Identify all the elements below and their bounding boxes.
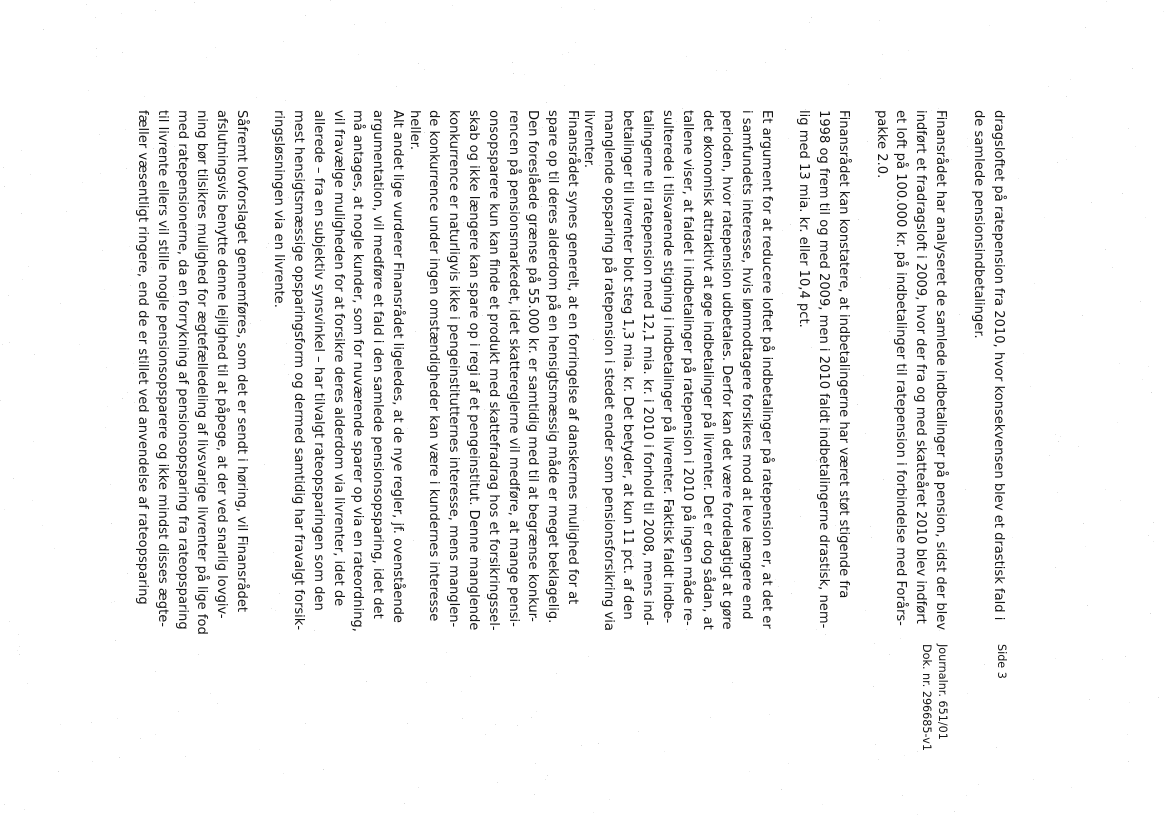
scan-speck — [119, 757, 120, 758]
scan-speck — [710, 717, 711, 718]
scan-speck — [769, 714, 770, 715]
text-line: Den foreslåede grænse på 55.000 kr. er samtidig med til at begrænse konkur- — [525, 110, 541, 622]
scan-speck — [1105, 249, 1106, 250]
scan-speck — [880, 78, 881, 79]
scan-speck — [858, 219, 859, 220]
scan-speck — [1117, 422, 1118, 423]
scan-speck — [1058, 441, 1059, 442]
scan-speck — [1044, 217, 1045, 218]
scan-speck — [939, 630, 940, 631]
scan-speck — [848, 84, 849, 85]
scan-speck — [1142, 379, 1143, 380]
scan-speck — [598, 743, 599, 744]
scan-speck — [30, 174, 31, 175]
scan-speck — [111, 523, 112, 524]
text-line: må antages, at nogle kunder, som for nuværende sparer op via en rateordning, — [350, 110, 366, 632]
scan-speck — [1049, 455, 1050, 456]
scan-speck — [60, 303, 61, 304]
scan-speck — [256, 97, 257, 98]
scan-speck — [4, 186, 5, 187]
scan-speck — [1153, 522, 1154, 523]
scan-speck — [418, 787, 419, 788]
scan-speck — [100, 173, 101, 174]
scan-speck — [79, 344, 80, 345]
text-line: dragsloftet på ratepension fra 2010, hvor konsekvensen blev et drastisk fald i — [991, 110, 1006, 621]
scan-speck — [749, 771, 750, 772]
scan-speck — [863, 375, 864, 376]
scan-speck — [1055, 434, 1056, 435]
scan-speck — [470, 676, 471, 677]
scan-speck — [568, 52, 569, 53]
scan-speck — [4, 509, 5, 510]
scan-speck — [1151, 392, 1152, 393]
scan-speck — [1085, 546, 1086, 547]
scan-speck — [1072, 137, 1073, 138]
paragraph — [268, 110, 407, 632]
scan-speck — [354, 24, 355, 25]
scan-speck — [96, 48, 97, 49]
scan-speck — [117, 718, 118, 719]
scan-speck — [323, 769, 324, 770]
scan-speck — [1048, 86, 1049, 87]
scan-speck — [210, 693, 211, 694]
scan-speck — [865, 610, 866, 611]
scan-speck — [790, 224, 791, 225]
text-line: ning bør tilsikres mulighed for ægtefælledeling af livsvarige livrenter på lige fod — [194, 110, 210, 635]
scan-speck — [1082, 315, 1083, 316]
scan-speck — [534, 794, 535, 795]
scan-speck — [495, 724, 496, 725]
scan-speck — [42, 525, 43, 526]
scan-speck — [1135, 146, 1136, 147]
scan-speck — [418, 63, 419, 64]
scan-speck — [95, 17, 96, 18]
scan-speck — [99, 134, 100, 135]
scan-speck — [34, 354, 35, 355]
scan-speck — [1153, 541, 1154, 542]
scan-speck — [1034, 283, 1035, 284]
scan-speck — [875, 744, 876, 745]
scan-speck — [726, 70, 727, 71]
scan-speck — [111, 602, 112, 603]
scan-speck — [114, 601, 115, 602]
scan-speck — [513, 73, 514, 74]
scan-speck — [512, 62, 513, 63]
scan-speck — [305, 723, 306, 724]
scan-speck — [1145, 217, 1146, 218]
scan-speck — [1085, 27, 1086, 28]
scan-speck — [424, 69, 425, 70]
scan-speck — [1112, 267, 1113, 268]
scan-speck — [609, 799, 610, 800]
scan-speck — [1120, 500, 1121, 501]
text-line: betalinger til livrenter blot steg 1,3 mia. kr. Det betyder, at kun 11 pct. af den — [620, 110, 636, 620]
scan-speck — [857, 404, 858, 405]
scan-speck — [1140, 301, 1141, 302]
scan-speck — [517, 725, 518, 726]
scan-speck — [215, 47, 216, 48]
scan-speck — [865, 433, 866, 434]
scan-speck — [21, 213, 22, 214]
scan-speck — [860, 277, 861, 278]
scan-speck — [129, 246, 130, 247]
scan-speck — [110, 484, 111, 485]
scan-speck — [155, 10, 156, 11]
scan-speck — [1012, 537, 1013, 538]
scan-speck — [874, 643, 875, 644]
scan-speck — [155, 671, 156, 672]
paragraph — [404, 110, 582, 631]
scan-speck — [1122, 193, 1123, 194]
scan-speck — [17, 650, 18, 651]
text-line: Finansrådet synes generelt, at en forringelse af danskernes mulighed for at — [565, 110, 580, 605]
scan-speck — [882, 54, 883, 55]
scan-speck — [396, 86, 397, 87]
scan-speck — [765, 62, 766, 63]
text-line: et loft på 100.000 kr. på indbetalinger til ratepension i forbindelse med Forårs- — [893, 110, 909, 626]
paragraph — [871, 110, 950, 630]
scan-speck — [1129, 702, 1130, 703]
scan-speck — [1023, 353, 1024, 354]
text-line: Såfremt lovforslaget gennemføres, som det er sendt i høring, vil Finansrådet — [234, 110, 249, 613]
scan-speck — [178, 711, 179, 712]
text-line: i samfundets interesse, hvis lønmodtagere forsikres mod at leve længere end — [739, 110, 755, 620]
scan-speck — [889, 654, 890, 655]
scan-speck — [140, 738, 141, 739]
scan-speck — [88, 90, 89, 91]
text-line: manglende opsparing på ratepension i stedet ender som pensionsforsikring via — [600, 110, 616, 631]
text-line: heller. — [406, 110, 422, 151]
scan-speck — [13, 478, 14, 479]
text-line: med ratepensionerne, da en forrykning af pensionsopsparing fra rateopsparing — [174, 110, 190, 630]
scan-speck — [917, 751, 918, 752]
scan-speck — [283, 41, 284, 42]
scan-speck — [825, 634, 826, 635]
scan-speck — [716, 70, 717, 71]
scan-speck — [878, 759, 879, 760]
scan-speck — [1132, 68, 1133, 69]
scan-speck — [1071, 787, 1072, 788]
scan-speck — [811, 17, 812, 18]
scan-speck — [259, 749, 260, 750]
scan-speck — [1106, 1, 1107, 2]
scan-speck — [1105, 489, 1106, 490]
scan-speck — [785, 49, 786, 50]
document-number: Dok. nr. 296685-v1 — [920, 644, 933, 752]
scan-speck — [531, 717, 532, 718]
text-line: Alt andet lige vurderer Finansrådet ligeledes, at de nye regler, jf. ovenstående — [390, 110, 405, 623]
scan-speck — [900, 638, 901, 639]
scan-speck — [575, 42, 576, 43]
scan-speck — [581, 745, 582, 746]
scan-speck — [285, 100, 286, 101]
scan-speck — [564, 85, 565, 86]
scan-speck — [1070, 79, 1071, 80]
text-line: Finansrådet har analyseret de samlede indbetalinger på pension, sidst der blev — [933, 110, 948, 631]
scan-speck — [1127, 734, 1128, 735]
scan-speck — [951, 159, 952, 160]
scan-speck — [535, 763, 536, 764]
scan-speck — [144, 96, 145, 97]
journal-number: Journalnr. 651/01 — [936, 644, 950, 740]
scan-speck — [664, 751, 665, 752]
text-line: ringsløsningen via en livrente. — [271, 110, 287, 308]
scan-speck — [96, 56, 97, 57]
text-line: vil fravælge muligheden for at forsikre deres alderdom via livrenter, idet de — [330, 110, 346, 607]
scan-speck — [546, 102, 547, 103]
text-line: de samlede pensionsindbetalinger. — [971, 110, 987, 339]
scan-speck — [959, 314, 960, 315]
scan-speck — [978, 784, 979, 785]
text-line: indført et fradragsloft i 2009, hvor der fra og med skatteåret 2010 blev indført — [913, 110, 929, 624]
scan-speck — [60, 724, 61, 725]
scan-speck — [965, 489, 966, 490]
scan-speck — [593, 812, 594, 813]
paragraph — [794, 110, 853, 628]
scan-speck — [2, 344, 3, 345]
text-line: det økonomisk attraktivt at øge indbetalinger på livrenter. Det er dog sådan, at — [699, 110, 715, 630]
scan-speck — [1150, 613, 1151, 614]
scan-speck — [0, 400, 1, 401]
scan-speck — [545, 779, 546, 780]
scan-speck — [330, 0, 331, 1]
scan-speck — [782, 230, 783, 231]
scan-speck — [58, 771, 59, 772]
scan-speck — [908, 50, 909, 51]
scan-speck — [902, 795, 903, 796]
paragraph — [968, 110, 1008, 620]
scan-speck — [1128, 761, 1129, 762]
scan-speck — [1078, 446, 1079, 447]
scan-speck — [809, 22, 810, 23]
scan-speck — [1119, 363, 1120, 364]
text-line: perioden, hvor ratepension udbetales. Derfor kan det være fordelagtigt at gøre — [719, 110, 735, 630]
scan-speck — [283, 773, 284, 774]
scan-speck — [82, 182, 83, 183]
scan-speck — [43, 29, 44, 30]
text-line: rencen på pensionsmarkedet, idet skattereglerne vil medføre, at mange pensi- — [505, 110, 521, 627]
scan-speck — [266, 247, 267, 248]
scan-speck — [1102, 659, 1103, 660]
text-line: talingerne til ratepension med 12,1 mia. kr. i 2010 i forhold til 2008, mens ind- — [640, 110, 656, 626]
scan-speck — [547, 775, 548, 776]
scan-speck — [19, 646, 20, 647]
scan-speck — [260, 320, 261, 321]
scan-speck — [1055, 658, 1056, 659]
scan-speck — [816, 629, 817, 630]
scan-speck — [686, 56, 687, 57]
scan-speck — [305, 15, 306, 16]
text-line: allerede – fra en subjektiv synsvinkel – har tilvalgt rateopsparingen som den — [310, 110, 326, 611]
scan-speck — [92, 761, 93, 762]
scan-speck — [4, 804, 5, 805]
scan-speck — [1083, 523, 1084, 524]
scan-speck — [462, 718, 463, 719]
scan-speck — [781, 789, 782, 790]
scan-speck — [366, 681, 367, 682]
scan-speck — [127, 573, 128, 574]
scan-speck — [426, 682, 427, 683]
scan-speck — [461, 691, 462, 692]
text-line: argumentation, vil medføre et fald i den samlede pensionsopsparing, idet det — [370, 110, 386, 619]
scan-speck — [127, 392, 128, 393]
scan-speck — [358, 54, 359, 55]
scan-speck — [1089, 699, 1090, 700]
text-line: Et argument for at reducere loftet på indbetalinger på ratepension er, at det er — [759, 110, 774, 629]
scan-speck — [21, 150, 22, 151]
scan-speck — [3, 167, 4, 168]
scan-speck — [788, 763, 789, 764]
scan-speck — [155, 734, 156, 735]
scan-speck — [122, 398, 123, 399]
scan-speck — [385, 22, 386, 23]
scan-speck — [33, 441, 34, 442]
text-line: til livrente ellers vil stille nogle pensionsopsparere og ikke mindst disses ægte- — [154, 110, 170, 627]
scan-speck — [1148, 535, 1149, 536]
scan-speck — [125, 129, 126, 130]
scan-speck — [966, 795, 967, 796]
scan-speck — [22, 279, 23, 280]
scan-speck — [1018, 178, 1019, 179]
scan-speck — [104, 289, 105, 290]
text-line: afslutningsvis benytte denne lejlighed til at påpege, at der ved snarlig lovgiv- — [214, 110, 230, 619]
scan-speck — [1055, 567, 1056, 568]
scan-speck — [446, 652, 447, 653]
scan-speck — [1128, 128, 1129, 129]
scan-speck — [989, 25, 990, 26]
scan-speck — [66, 211, 67, 212]
scan-speck — [1033, 779, 1034, 780]
scan-speck — [524, 74, 525, 75]
scan-speck — [1030, 386, 1031, 387]
scan-speck — [91, 722, 92, 723]
scan-speck — [404, 803, 405, 804]
scan-speck — [264, 464, 265, 465]
scan-speck — [198, 654, 199, 655]
scan-speck — [9, 342, 10, 343]
scan-speck — [24, 809, 25, 810]
scan-speck — [28, 266, 29, 267]
text-line: tallene viser, at faldet i indbetalinger på ratepension i 2010 på ingen måde re- — [679, 110, 695, 626]
text-line: livrenter. — [580, 110, 596, 169]
scan-speck — [304, 664, 305, 665]
text-line: sulterede i tilsvarende stigning i indbetalinger på livrenter. Faktisk faldt indbe- — [660, 110, 676, 624]
scan-speck — [788, 138, 789, 139]
scan-speck — [217, 703, 218, 704]
scan-speck — [1091, 202, 1092, 203]
scan-speck — [594, 64, 595, 65]
scan-speck — [1087, 605, 1088, 606]
text-line: pakke 2.0. — [873, 110, 889, 179]
scan-speck — [732, 682, 733, 683]
scan-speck — [782, 293, 783, 294]
scan-speck — [904, 755, 905, 756]
text-line: lig med 13 mia. kr. eller 10,4 pct. — [796, 110, 812, 328]
scan-speck — [452, 5, 453, 6]
scan-speck — [594, 9, 595, 10]
scan-speck — [778, 586, 779, 587]
scan-speck — [262, 272, 263, 273]
scan-speck — [18, 634, 19, 635]
scan-speck — [122, 52, 123, 53]
scan-speck — [19, 654, 20, 655]
text-line: Finansrådet kan konstatere, at indbetalingerne har været støt stigende fra — [836, 110, 851, 599]
scan-speck — [407, 723, 408, 724]
page-number: Side 3 — [995, 644, 1008, 679]
scan-speck — [1057, 492, 1058, 493]
scan-speck — [867, 141, 868, 142]
scan-speck — [126, 168, 127, 169]
scan-speck — [791, 593, 792, 594]
scan-speck — [1158, 697, 1159, 698]
scan-speck — [497, 782, 498, 783]
scan-speck — [54, 548, 55, 549]
scan-speck — [1163, 11, 1164, 12]
scan-speck — [106, 367, 107, 368]
document-reference-block — [920, 644, 1009, 751]
scan-speck — [8, 295, 9, 296]
scan-speck — [588, 656, 589, 657]
scan-speck — [556, 673, 557, 674]
scan-speck — [206, 57, 207, 58]
scan-speck — [1066, 159, 1067, 160]
scan-speck — [121, 13, 122, 14]
scan-speck — [32, 500, 33, 501]
scan-speck — [115, 640, 116, 641]
scan-speck — [561, 7, 562, 8]
text-line: 1998 og frem til og med 2009, men i 2010 faldt indbetalingerne drastisk, nem- — [816, 110, 832, 629]
text-line: konkurrence er naturligvis ikke i pengeinstitutternes interesse, mens manglen- — [446, 110, 462, 628]
scan-speck — [1060, 436, 1061, 437]
scan-speck — [185, 756, 186, 757]
scan-speck — [873, 686, 874, 687]
text-line: fæller væsentligt ringere, end de er stillet ved anvendelse af rateopsparing — [135, 110, 151, 605]
scan-speck — [27, 683, 28, 684]
scan-speck — [194, 2, 195, 3]
text-line: spare op til deres alderdom på en hensigtsmæssig måde er meget beklagelig. — [545, 110, 561, 624]
scan-speck — [105, 427, 106, 428]
scan-speck — [86, 4, 87, 5]
scan-speck — [879, 20, 880, 21]
text-line: mest hensigtsmæssige opsparingsform og dermed samtidig har fravalgt forsik- — [291, 110, 307, 631]
scan-speck — [954, 811, 955, 812]
text-line: de konkurrence under ingen omstændigheder kan være i kundernes interesse — [426, 110, 442, 622]
scan-speck — [9, 621, 10, 622]
scan-speck — [917, 814, 918, 815]
scan-speck — [638, 731, 639, 732]
scan-speck — [1066, 96, 1067, 97]
scan-speck — [1057, 162, 1058, 163]
text-line: skab og ikke længere kan spare op i regi af et pengeinstitut. Denne manglende — [466, 110, 482, 631]
scan-speck — [102, 250, 103, 251]
text-line: onsopsparere kun kan finde et produkt med skattefradrag hos et forsikringssel- — [485, 110, 501, 631]
paragraph — [578, 110, 776, 631]
paragraph — [132, 110, 251, 635]
scan-speck — [536, 711, 537, 712]
scan-speck — [1148, 366, 1149, 367]
scan-speck — [562, 54, 563, 55]
scan-speck — [1125, 656, 1126, 657]
scan-speck — [822, 804, 823, 805]
scan-speck — [130, 285, 131, 286]
scan-speck — [107, 406, 108, 407]
scan-speck — [485, 734, 486, 735]
